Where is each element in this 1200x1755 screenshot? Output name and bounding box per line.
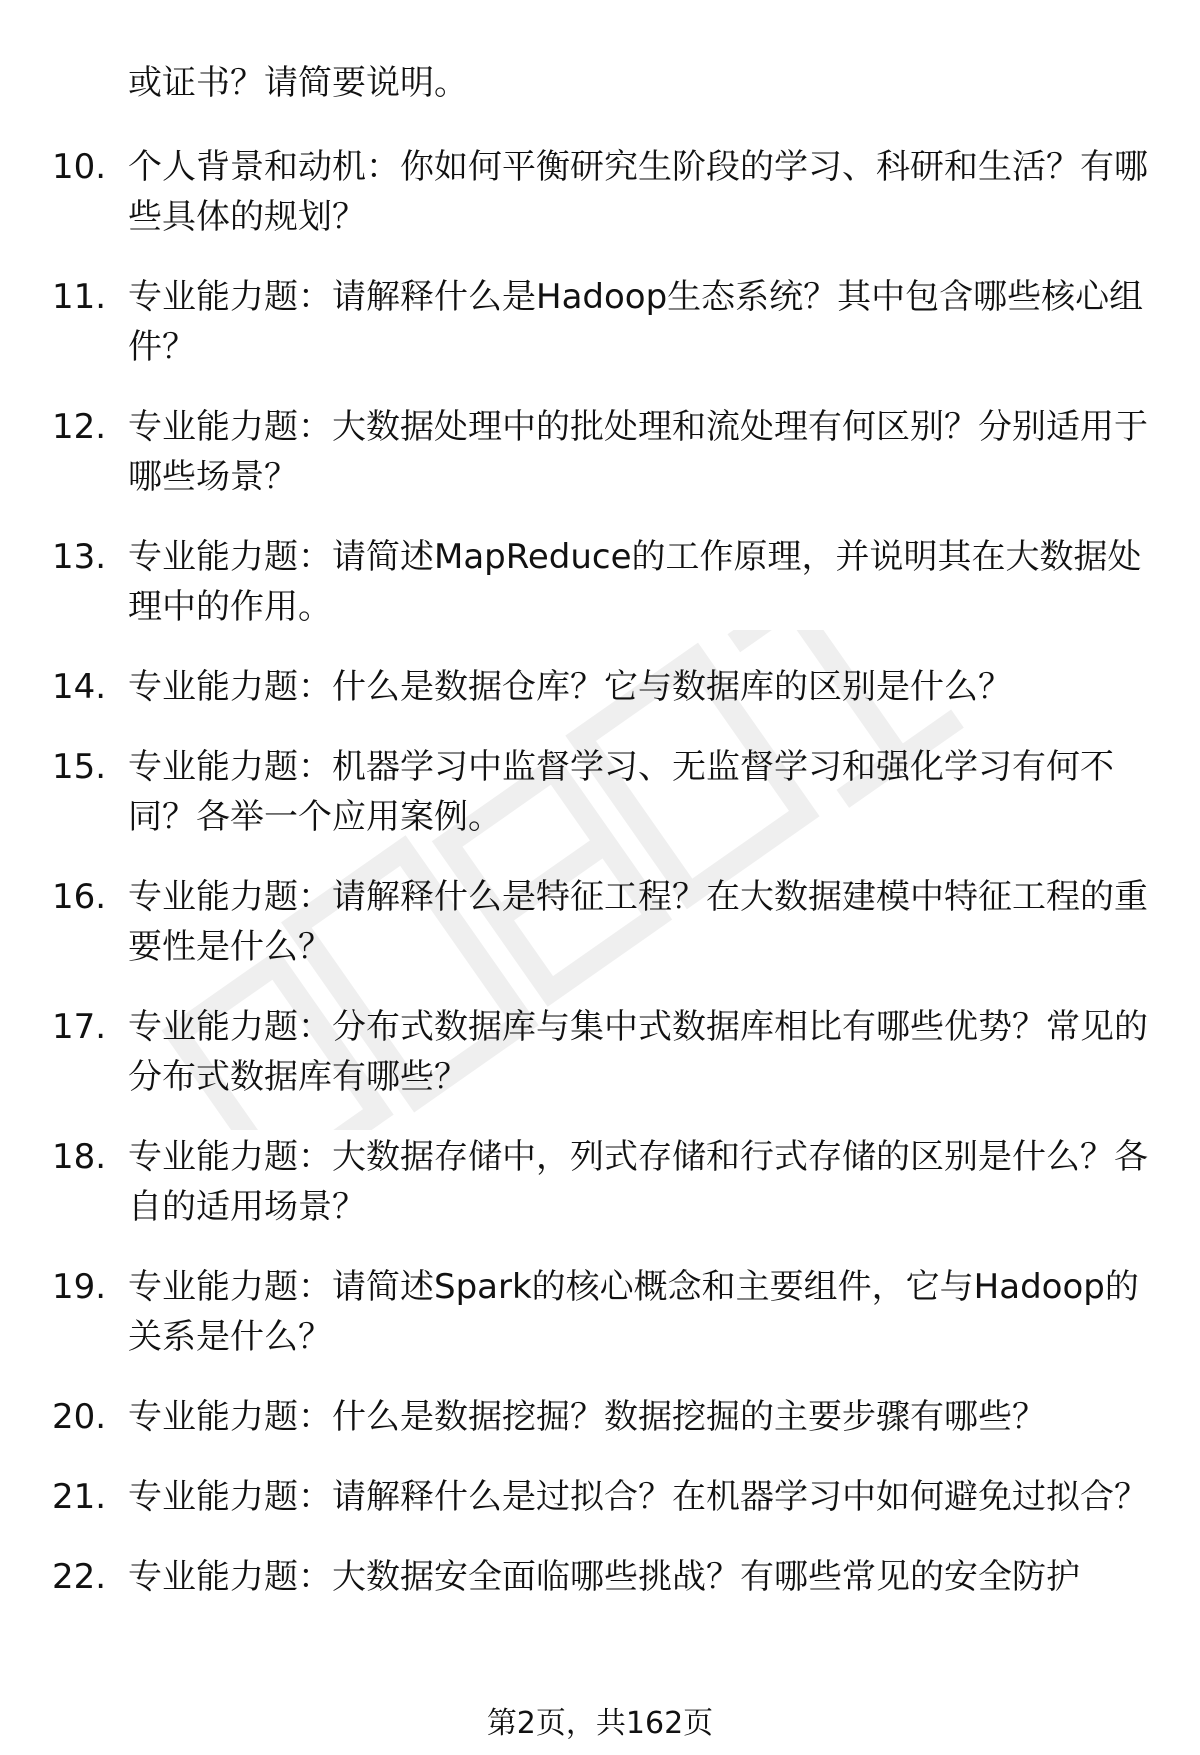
item-text: 专业能力题：大数据处理中的批处理和流处理有何区别？分别适用于哪些场景？ (128, 407, 1148, 497)
list-item (52, 272, 1162, 372)
item-text: 专业能力题：请简述Spark的核心概念和主要组件，它与Hadoop的关系是什么？ (128, 1267, 1139, 1357)
item-text: 专业能力题：分布式数据库与集中式数据库相比有哪些优势？常见的分布式数据库有哪些？ (128, 1007, 1148, 1097)
item-text: 专业能力题：请解释什么是特征工程？在大数据建模中特征工程的重要性是什么？ (128, 877, 1148, 967)
item-text: 专业能力题：请简述MapReduce的工作原理，并说明其在大数据处理中的作用。 (128, 537, 1142, 627)
item-number: 19. (52, 1267, 107, 1307)
item-text: 专业能力题：请解释什么是Hadoop生态系统？其中包含哪些核心组件？ (128, 277, 1144, 367)
item-number: 13. (52, 537, 107, 577)
list-item (52, 1552, 1162, 1602)
list-item (52, 1002, 1162, 1102)
item-text: 个人背景和动机：你如何平衡研究生阶段的学习、科研和生活？有哪些具体的规划？ (128, 147, 1148, 237)
continued-paragraph: 或证书？请简要说明。 (128, 63, 468, 103)
list-item (52, 662, 1162, 712)
item-text: 专业能力题：大数据安全面临哪些挑战？有哪些常见的安全防护 (128, 1557, 1080, 1597)
item-number: 20. (52, 1397, 107, 1437)
item-number: 17. (52, 1007, 107, 1047)
list-item (52, 402, 1162, 502)
item-number: 10. (52, 147, 107, 187)
item-text: 专业能力题：机器学习中监督学习、无监督学习和强化学习有何不同？各举一个应用案例。 (128, 747, 1114, 837)
item-number: 18. (52, 1137, 107, 1177)
list-item (52, 872, 1162, 972)
item-number: 21. (52, 1477, 107, 1517)
list-item (52, 1262, 1162, 1362)
list-item (52, 1132, 1162, 1232)
item-text: 专业能力题：什么是数据挖掘？数据挖掘的主要步骤有哪些？ (128, 1397, 1046, 1437)
item-number: 14. (52, 667, 107, 707)
item-number: 15. (52, 747, 107, 787)
item-text: 专业能力题：什么是数据仓库？它与数据库的区别是什么？ (128, 667, 1012, 707)
page-footer: 第2页，共162页 (486, 1706, 714, 1741)
list-item (52, 532, 1162, 632)
list-item (52, 1472, 1162, 1522)
list-item (52, 142, 1162, 242)
item-text: 专业能力题：请解释什么是过拟合？在机器学习中如何避免过拟合？ (128, 1477, 1148, 1517)
list-item (52, 742, 1162, 842)
document-content (52, 58, 1162, 1632)
item-text: 专业能力题：大数据存储中，列式存储和行式存储的区别是什么？各自的适用场景？ (128, 1137, 1148, 1227)
list-item (52, 1392, 1162, 1442)
item-number: 11. (52, 277, 107, 317)
item-number: 22. (52, 1557, 107, 1597)
item-number: 12. (52, 407, 107, 447)
item-number: 16. (52, 877, 107, 917)
